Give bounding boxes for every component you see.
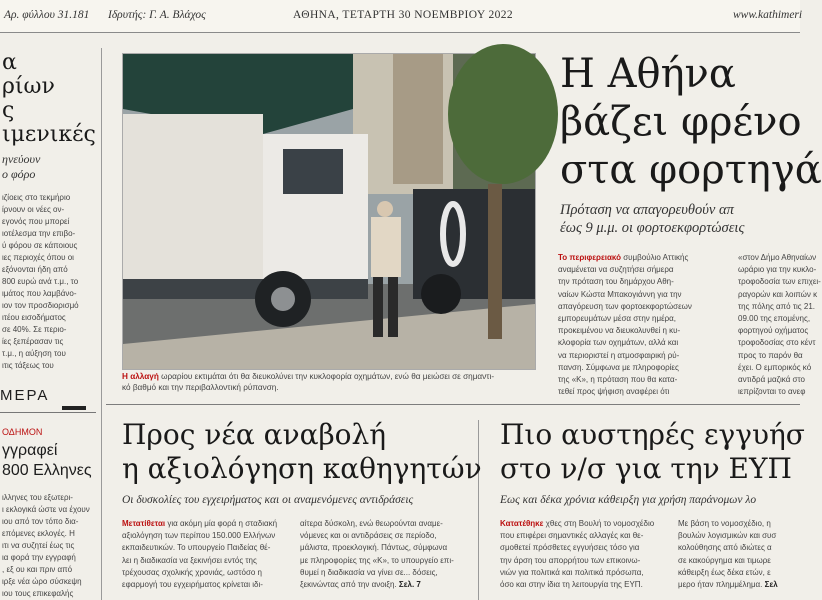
story3-deck: Εως και δέκα χρόνια κάθειρξη για χρήση παράνομων λο	[500, 494, 757, 506]
story2-body-line: αξιολόγηση των περίπου 150.000 Ελλήνων	[122, 531, 276, 541]
column-rule-bottom	[478, 420, 479, 600]
left-body-line: ίες ξεπέρασαν τις	[2, 337, 64, 346]
story3-headline-line: στο ν/σ για την ΕΥΠ	[500, 452, 792, 485]
story2-body-line: θυμεί η διαδικασία να γίνει σε... δόσεις,	[300, 567, 438, 577]
left-body-line: εξόνονται ήδη από	[2, 265, 68, 274]
section-divider	[0, 412, 96, 413]
story3-body-line: κάθειρξη έως δέκα ετών, ε	[678, 567, 771, 577]
lead-body-line: απαγόρευση των φορτοεκφορτώσεων	[558, 301, 692, 311]
story3-body-col1	[500, 518, 670, 600]
lead-body-line: τροφοδοσία των επιχει-	[738, 277, 821, 287]
lead-body-lead: Το περιφερειακό	[558, 253, 621, 262]
photo-caption	[122, 371, 540, 393]
story3-body-line: μερο ήταν πλημμέλημα.	[678, 580, 763, 590]
story3-body-line: την άρση του απορρήτου των επικοινω-	[500, 555, 641, 565]
left-body2-line: ιτι να συζητεί έως τις	[2, 541, 75, 550]
story2-deck: Οι δυσκολίες του εγχειρήματος και οι αναμενόμενες αντιδράσεις	[122, 494, 414, 506]
lead-body-line: τεθεί προς ψήφιση αναφέρει ότι	[558, 387, 670, 397]
section-label: ΜΕΡΑ	[0, 387, 50, 404]
lead-body-line: αντιδρά μαζικά στο	[738, 375, 805, 385]
lead-photo	[122, 53, 536, 370]
caption-line: κό βαθμό και την περιβαλλοντική ρύπανση.	[122, 383, 279, 392]
story3-body-line: νιών για πολιτικά και πολιτικά πρόσωπα,	[500, 567, 644, 577]
website: www.kathimeri	[733, 9, 803, 21]
left-body2-line: ιου τους επικεφαλής	[2, 589, 74, 598]
left-body-line: ιες περιοχές όπου οι	[2, 253, 74, 262]
story2-body-col1	[122, 518, 294, 600]
lead-photo-illustration	[123, 54, 535, 369]
left-body-line: σε 40%. Σε περιο-	[2, 325, 67, 334]
caption-label: Η αλλαγή	[122, 372, 159, 381]
left-column	[0, 32, 96, 600]
story3-body-line: σμοθετεί πρόσθετες εγγυήσεις τόσο για	[500, 543, 640, 553]
lead-body-line: φορτηγού οχήματος	[738, 326, 809, 336]
left-body-line: τ.μ., η αύξηση του	[2, 349, 66, 358]
story3-body-line: χθες στη Βουλή το νομοσχέδιο	[545, 519, 655, 528]
issue-number: Αρ. φύλλου 31.181	[4, 9, 90, 21]
lead-deck-line: έως 9 μ.μ. οι φορτοεκφορτώσεις	[560, 220, 745, 236]
story3-body-line: σε κακούργημα και τιμωρε	[678, 555, 771, 565]
left-body2-line: ιρξε νέα ώρο σύσκεψη	[2, 577, 82, 586]
story2-headline-line: Προς νέα αναβολή	[122, 418, 387, 451]
lead-body-line: προκειμένου να διευκολυνθεί η κυ-	[558, 326, 681, 336]
story2-body-line: μάλιστα, προεκλογική. Πάντως, σύμφωνα	[300, 543, 448, 553]
lead-body-line: πανση. Σύμφωνα με πληροφορίες	[558, 362, 679, 372]
story3-body-lead: Κατατέθηκε	[500, 519, 544, 528]
story3-body-line: Με βάση το νομοσχέδιο, η	[678, 519, 771, 528]
story2-body-line: αίτερα δύσκολη, ενώ θεωρούνται αναμε-	[300, 519, 443, 528]
story2-body-line: με πληροφορίες της «Κ», το υπουργείο επι-	[300, 555, 454, 565]
story2-body-line: εφαρμογή του εγχειρήματος κρίνεται ιδι-	[122, 580, 263, 590]
left-headline-line: α	[2, 50, 17, 75]
lead-body-col2	[738, 252, 821, 397]
left-body-line: ιτις τάξεως του	[2, 361, 54, 370]
lead-body-line: ωράριο για την κυκλο-	[738, 265, 817, 275]
left-headline-line: ρίων	[2, 74, 55, 99]
lead-headline-line: βάζει φρένο	[560, 99, 802, 145]
left-body-line: εγονός που μπορεί	[2, 217, 70, 226]
lead-body-line: εμπορευμάτων μέσα στην ημέρα,	[558, 314, 677, 324]
lead-body-line: συμβούλιο Αττικής	[623, 253, 689, 262]
story2-body-line: για ακόμη μία φορά η σταδιακή	[167, 519, 278, 528]
left-body2-line: επόμενες εκλογές. Η	[2, 529, 75, 538]
left-body2-line: , εξ ου και πριν από	[2, 565, 73, 574]
story2-body-line: λει η διαδικασία να ξεκινήσει εντός της	[122, 555, 257, 565]
left-body2-line: ια φορά την εγγραφή	[2, 553, 76, 562]
story-divider	[106, 404, 800, 405]
lead-body-line: ναίων Κώστα Μπακογιάννη για την	[558, 289, 682, 299]
left-body-line: ιοτέλεσμα την επιβο-	[2, 229, 76, 238]
story3-page-ref[interactable]: Σελ	[764, 580, 778, 590]
story2-page-ref[interactable]: Σελ. 7	[398, 580, 421, 590]
lead-headline-line: στα φορτηγά	[560, 147, 822, 193]
lead-body-line: την πρόταση του δημάρχου Αθη-	[558, 277, 674, 287]
left-body-line: ύ φόρου σε κάποιους	[2, 241, 78, 250]
left-headline2-line: 800 Ελληνες	[2, 462, 92, 479]
lead-body-line: να περιοριστεί η ατμοσφαιρική ρύ-	[558, 350, 680, 360]
caption-line: ωραρίου εκτιμάται ότι θα διευκολύνει την κυκλοφορία οχημάτων, ενώ θα μειώσει σε σημαντι-	[161, 372, 495, 381]
story2-body-line: τρέχουσας σχολικής χρονιάς, ωστόσο η	[122, 567, 263, 577]
lead-headline-line: Η Αθήνα	[560, 51, 736, 97]
left-headline-line: ς	[2, 98, 15, 123]
story2-headline-line: η αξιολόγηση καθηγητών	[122, 452, 482, 485]
lead-body-line: αναμένεται να συζητήσει σήμερα	[558, 265, 674, 275]
story3-body-line: βουλών λογισμικών και συσ	[678, 531, 777, 541]
left-body-line: ιζίοεις στο τεκμήριο	[2, 193, 71, 202]
story3-body-line: που επιφέρει σημαντικές αλλαγές και θε-	[500, 531, 644, 541]
lead-body-line: 09.00 της επομένης,	[738, 314, 811, 324]
story2-body-col2	[300, 518, 472, 600]
column-rule-left	[101, 48, 102, 600]
story3-body-col2	[678, 518, 800, 600]
lead-deck-line: Πρόταση να απαγορευθούν απ	[560, 202, 734, 218]
left-body-line: ιμάτος που λαμβάνο-	[2, 289, 77, 298]
founder: Ιδρυτής: Γ. Α. Βλάχος	[108, 9, 206, 21]
lead-body-line: έχει. Ο εμπορικός κό	[738, 362, 812, 372]
lead-body-line: της πόλης από τις 21.	[738, 301, 815, 311]
story2-body-lead: Μετατίθεται	[122, 519, 166, 528]
left-deck-line: ο φόρο	[2, 167, 36, 181]
story2-body-line: ξεκινώντας από την ανοιξη.	[300, 580, 397, 590]
left-body2-line: ι εκλογικά ώστε να έχουν	[2, 505, 90, 514]
section-bar	[62, 406, 86, 410]
left-body2-line: ιου από τον τόπο δια-	[2, 517, 79, 526]
left-body-line: ίρνουν οι νέες ον-	[2, 205, 65, 214]
left-body2-line: ιλληνες του εξωτερι-	[2, 493, 73, 502]
lead-body-line: της «Κ», η πρόταση που θα κατα-	[558, 375, 678, 385]
lead-body-line: προς το παρόν θα	[738, 350, 803, 360]
lead-body-line: ιεπρίζονται το ανεφ	[738, 387, 806, 397]
story2-body-line: εκπαιδευτικών. Το υπουργείο Παιδείας θέ-	[122, 543, 271, 553]
story3-headline-line: Πιο αυστηρές εγγυήσ	[500, 418, 805, 451]
left-headline2-line: γγραφεί	[2, 442, 58, 459]
story3-body-line: όσο και στην ίδια τη λειτουργία της ΕΥΠ.	[500, 580, 643, 590]
masthead	[0, 0, 803, 33]
story2-body-line: νόμενες και οι αντιδράσεις σε περίοδο,	[300, 531, 437, 541]
lead-body-line: τροφοδοσίας στο κέντ	[738, 338, 816, 348]
left-tag: ΟΔΗΜΟΝ	[2, 427, 43, 437]
story3-body-line: κολούθησης από ιδιώτες α	[678, 543, 772, 553]
lead-body-line: «στον Δήμο Αθηναίων	[738, 253, 817, 262]
left-body-line: ιον τον προσδιορισμό	[2, 301, 79, 310]
left-body-line: ιτέου εισοδήματος	[2, 313, 66, 322]
left-body-line: 800 ευρώ ανά τ.μ., το	[2, 277, 79, 286]
left-headline-line: ιμενικές	[2, 122, 96, 147]
lead-body-line: κλοφορία των οχημάτων, αλλά και	[558, 338, 679, 348]
lead-body-line: ραγορών και λοιπών κ	[738, 289, 818, 299]
lead-body-col1	[558, 252, 726, 397]
dateline: ΑΘΗΝΑ, ΤΕΤΑΡΤΗ 30 ΝΟΕΜΒΡΙΟΥ 2022	[293, 9, 514, 21]
left-deck-line: ηνεύουν	[2, 152, 41, 166]
